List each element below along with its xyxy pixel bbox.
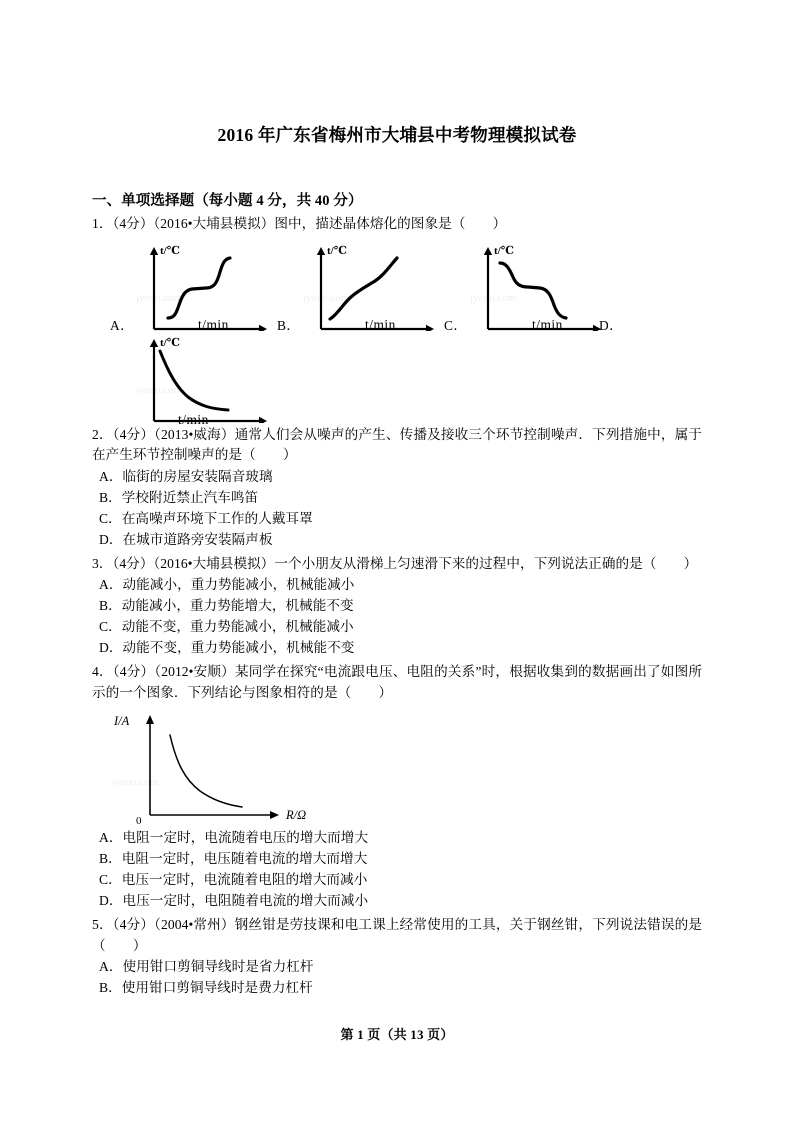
- y-axis-label: I/A: [114, 714, 130, 728]
- option-item: B．学校附近禁止汽车鸣笛: [99, 489, 259, 505]
- x-axis-label: R/Ω: [286, 808, 307, 822]
- origin-label: 0: [136, 815, 142, 825]
- option-item: C．在高噪声环境下工作的人戴耳罩: [99, 510, 313, 526]
- option-item: D．电压一定时，电阻随着电流的增大而减小: [99, 893, 369, 908]
- watermark-text: jyeoo.com: [136, 291, 183, 304]
- watermark-text: jyeoo.com: [136, 383, 183, 396]
- section-heading: 一、单项选择题（每小题 4 分，共 40 分）: [92, 193, 363, 209]
- option-item: A．临街的房屋安装隔音玻璃: [99, 468, 273, 484]
- x-axis-label-d: t/min: [178, 411, 209, 427]
- question-1-figure-row-2: [92, 331, 702, 427]
- question-5-stem: 5．（4分）（2004•常州）钢丝钳是劳技课和电工课上经常使用的工具，关于钢丝钳，下列说法错误的是（ ）: [92, 917, 702, 953]
- question-1-figure-c: [444, 239, 624, 333]
- y-axis-label: t/℃: [160, 244, 180, 257]
- curve-amorphous-melting: [330, 258, 397, 319]
- x-axis-label-c: t/min: [532, 316, 563, 332]
- x-axis-arrow: [270, 811, 279, 819]
- option-item: C．动能不变，重力势能减小，机械能减小: [99, 619, 354, 634]
- option-item: D．动能不变，重力势能减小，机械能不变: [99, 640, 355, 655]
- watermark-text: jyeoo.com: [303, 291, 350, 304]
- option-item: C．电压一定时，电流随着电阻的增大而减小: [99, 872, 368, 887]
- option-item: D．在城市道路旁安装隔声板: [99, 531, 273, 547]
- y-axis-arrow: [150, 339, 158, 347]
- option-item: B．电阻一定时，电压随着电流的增大而增大: [99, 851, 368, 866]
- question-2-stem: 2．（4分）（2013•威海）通常人们会从噪声的产生、传播及接收三个环节控制噪声．下列措施中，属于在产生环节控制噪声的是（ ）: [92, 426, 702, 462]
- graph-d-svg: [110, 331, 285, 423]
- watermark-text: jyeoo.com: [112, 776, 159, 788]
- y-axis-arrow: [150, 247, 158, 255]
- x-axis-label-b: t/min: [365, 316, 396, 332]
- option-letter-a: A．: [110, 317, 135, 333]
- question-5-options: [92, 956, 702, 998]
- question-4-options: [92, 827, 702, 911]
- y-axis-label: t/℃: [160, 336, 180, 349]
- option-letter-d: D．: [599, 317, 624, 333]
- ir-graph-svg: [102, 705, 332, 825]
- x-axis-arrow: [259, 416, 267, 422]
- page-footer: 第 1 页（共 13 页）: [340, 1027, 454, 1042]
- question-1-stem: 1．（4分）（2016•大埔县模拟）图中，描述晶体熔化的图象是（ ）: [92, 216, 507, 231]
- y-axis-arrow: [317, 247, 325, 255]
- question-1-figure-row-1: [92, 239, 702, 331]
- question-4-stem: 4．（4分）（2012•安顺）某同学在探究“电流跟电压、电阻的关系”时，根据收集到的数据画出了如图所示的一个图象．下列结论与图象相符的是（ ）: [92, 664, 702, 700]
- question-3-options: [92, 574, 702, 658]
- question-3-stem: 3．（4分）（2016•大埔县模拟）一个小朋友从滑梯上匀速滑下来的过程中，下列说法正确的是（ ）: [92, 555, 698, 571]
- question-4-figure: [92, 705, 702, 827]
- watermark-text: jyeoo.com: [470, 291, 517, 304]
- y-axis-arrow: [484, 247, 492, 255]
- question-1-figure-d: [110, 331, 285, 427]
- y-axis-arrow: [146, 715, 154, 724]
- option-letter-c: C．: [444, 317, 468, 333]
- curve-inverse-proportional: [170, 735, 242, 807]
- option-item: A．使用钳口剪铜导线时是省力杠杆: [99, 959, 314, 974]
- option-item: B．使用钳口剪铜导线时是费力杠杆: [99, 980, 313, 995]
- page-title: 2016 年广东省梅州市大埔县中考物理模拟试卷: [217, 125, 577, 145]
- question-1-figure-b: [277, 239, 452, 331]
- option-item: B．动能减小，重力势能增大，机械能不变: [99, 598, 354, 613]
- question-2-options: [92, 466, 702, 550]
- option-letter-b: B．: [277, 317, 301, 333]
- curve-exponential-decay: [160, 351, 228, 410]
- question-1-figure-a: [110, 239, 285, 331]
- x-axis-label-a: t/min: [198, 316, 229, 332]
- y-axis-label: t/℃: [494, 244, 514, 257]
- curve-solidifying-crystal: [500, 263, 566, 318]
- option-item: A．电阻一定时，电流随着电压的增大而增大: [99, 830, 369, 845]
- y-axis-label: t/℃: [327, 244, 347, 257]
- curve-melting-crystal: [168, 258, 230, 318]
- ir-graph-wrapper: [102, 705, 332, 830]
- option-item: A．动能减小，重力势能减小，机械能减小: [99, 577, 355, 592]
